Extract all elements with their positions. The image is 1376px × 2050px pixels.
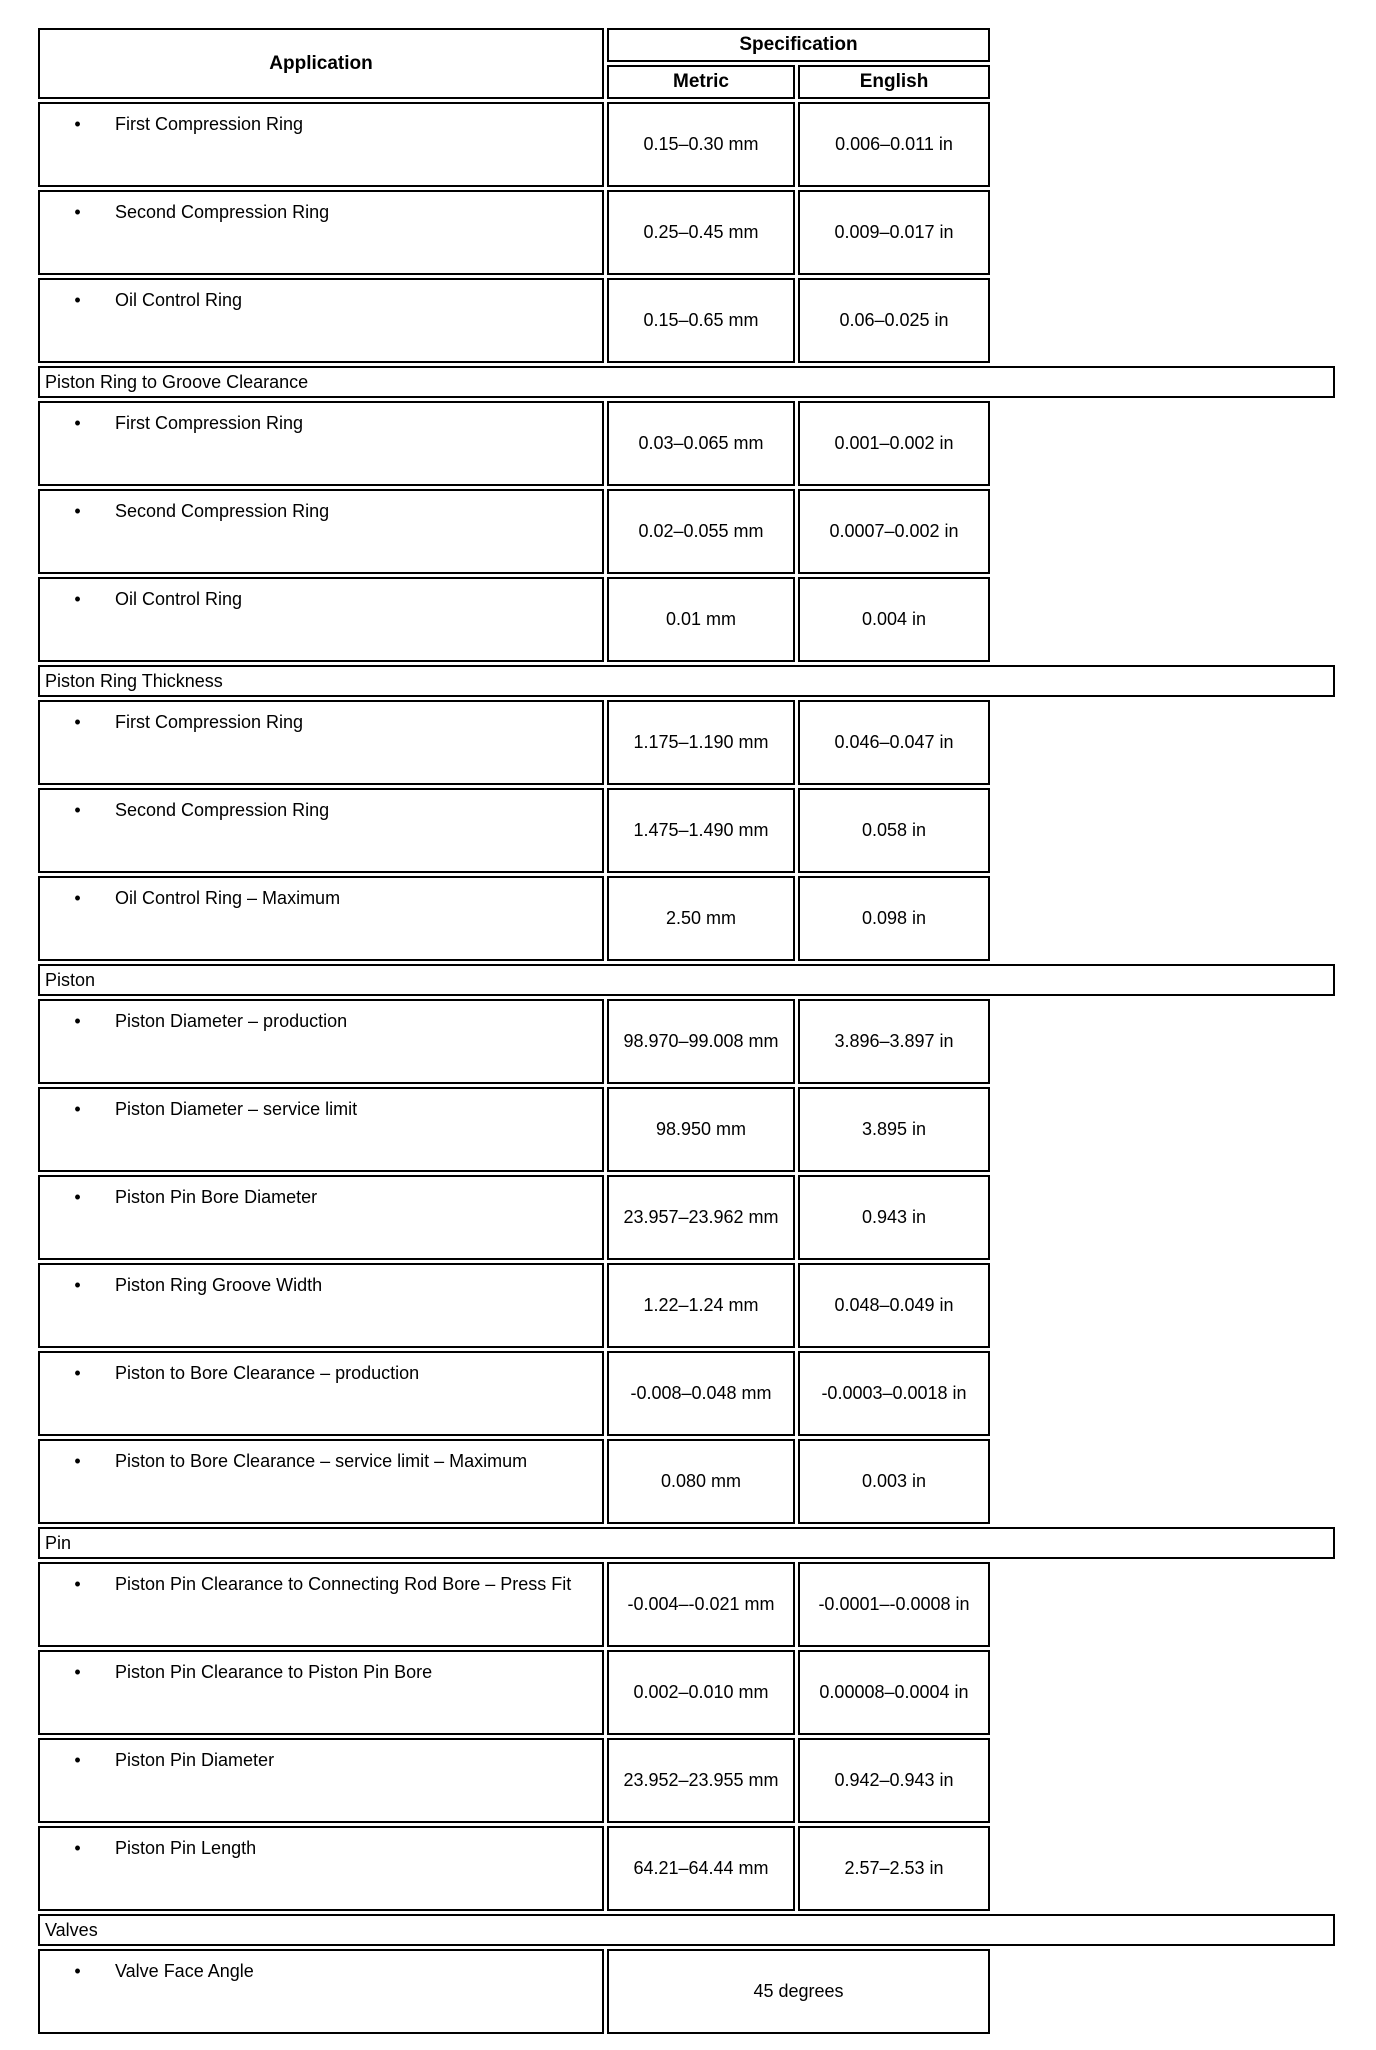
- english-value: 0.943 in: [798, 1175, 990, 1260]
- spec-row: [38, 1650, 1335, 1735]
- application-label-row: [40, 1274, 598, 1296]
- section-header-row: [38, 1914, 1335, 1946]
- english-value: 0.046–0.047 in: [798, 700, 990, 785]
- row-filler: [993, 401, 1335, 486]
- col-header-application: Application: [38, 28, 604, 99]
- spec-row: [38, 1949, 1335, 2034]
- application-label-row: [40, 289, 598, 311]
- row-filler: [993, 190, 1335, 275]
- application-cell: [38, 1949, 604, 2034]
- bullet-icon: •: [74, 290, 81, 310]
- application-label-row: [40, 1010, 598, 1032]
- metric-value: -0.004–-0.021 mm: [607, 1562, 795, 1647]
- spec-row: [38, 102, 1335, 187]
- row-filler: [993, 1826, 1335, 1911]
- english-value: -0.0001–-0.0008 in: [798, 1562, 990, 1647]
- row-filler: [993, 278, 1335, 363]
- application-label: Piston Diameter – service limit: [115, 1099, 358, 1119]
- spec-row: [38, 1738, 1335, 1823]
- specification-table: [35, 25, 1338, 2037]
- english-value: 0.048–0.049 in: [798, 1263, 990, 1348]
- application-label-row: [40, 1661, 598, 1683]
- metric-value: 1.22–1.24 mm: [607, 1263, 795, 1348]
- bullet-icon: •: [74, 1662, 81, 1682]
- application-cell: [38, 1650, 604, 1735]
- col-header-specification: Specification: [607, 28, 990, 62]
- application-cell: [38, 278, 604, 363]
- spec-row: [38, 700, 1335, 785]
- metric-value: 0.002–0.010 mm: [607, 1650, 795, 1735]
- metric-value: 1.475–1.490 mm: [607, 788, 795, 873]
- bullet-icon: •: [74, 114, 81, 134]
- spec-row: [38, 788, 1335, 873]
- section-header-row: [38, 1527, 1335, 1559]
- application-cell: [38, 102, 604, 187]
- application-label: Second Compression Ring: [115, 501, 330, 521]
- application-label: Piston Pin Diameter: [115, 1750, 275, 1770]
- metric-value: -0.008–0.048 mm: [607, 1351, 795, 1436]
- spec-row: [38, 999, 1335, 1084]
- metric-value: 64.21–64.44 mm: [607, 1826, 795, 1911]
- row-filler: [993, 102, 1335, 187]
- spec-row: [38, 1439, 1335, 1524]
- row-filler: [993, 1562, 1335, 1647]
- application-cell: [38, 1351, 604, 1436]
- application-label-row: [40, 1960, 598, 1982]
- metric-value: 0.02–0.055 mm: [607, 489, 795, 574]
- bullet-icon: •: [74, 413, 81, 433]
- application-label: Piston Diameter – production: [115, 1011, 348, 1031]
- application-label-row: [40, 1186, 598, 1208]
- spec-row: [38, 401, 1335, 486]
- application-label: Piston Pin Bore Diameter: [115, 1187, 318, 1207]
- application-label: Valve Face Angle: [115, 1961, 254, 1981]
- application-cell: [38, 1263, 604, 1348]
- english-value: 0.00008–0.0004 in: [798, 1650, 990, 1735]
- application-label-row: [40, 1837, 598, 1859]
- application-cell: [38, 1562, 604, 1647]
- bullet-icon: •: [74, 800, 81, 820]
- application-cell: [38, 1439, 604, 1524]
- metric-value: 23.952–23.955 mm: [607, 1738, 795, 1823]
- application-label-row: [40, 799, 598, 821]
- application-label: First Compression Ring: [115, 712, 304, 732]
- english-value: 0.006–0.011 in: [798, 102, 990, 187]
- row-filler: [993, 788, 1335, 873]
- row-filler: [993, 1351, 1335, 1436]
- bullet-icon: •: [74, 888, 81, 908]
- spec-row: [38, 1826, 1335, 1911]
- english-value: -0.0003–0.0018 in: [798, 1351, 990, 1436]
- english-value: 0.0007–0.002 in: [798, 489, 990, 574]
- application-label-row: [40, 1098, 598, 1120]
- header-filler: [993, 28, 1335, 99]
- english-value: 0.003 in: [798, 1439, 990, 1524]
- english-value: 0.098 in: [798, 876, 990, 961]
- row-filler: [993, 1738, 1335, 1823]
- english-value: 3.895 in: [798, 1087, 990, 1172]
- application-cell: [38, 999, 604, 1084]
- bullet-icon: •: [74, 1363, 81, 1383]
- application-label-row: [40, 588, 598, 610]
- application-label: Piston Pin Length: [115, 1838, 257, 1858]
- spec-row: [38, 577, 1335, 662]
- col-header-metric: Metric: [607, 65, 795, 99]
- metric-value: 0.080 mm: [607, 1439, 795, 1524]
- row-filler: [993, 999, 1335, 1084]
- spec-table-body: [38, 102, 1335, 2034]
- bullet-icon: •: [74, 1451, 81, 1471]
- english-value: 0.06–0.025 in: [798, 278, 990, 363]
- bullet-icon: •: [74, 1187, 81, 1207]
- bullet-icon: •: [74, 712, 81, 732]
- row-filler: [993, 1650, 1335, 1735]
- spec-row: [38, 190, 1335, 275]
- row-filler: [993, 1949, 1335, 2034]
- application-label-row: [40, 1749, 598, 1771]
- spec-row: [38, 1175, 1335, 1260]
- section-header-row: [38, 665, 1335, 697]
- metric-value: 23.957–23.962 mm: [607, 1175, 795, 1260]
- bullet-icon: •: [74, 1099, 81, 1119]
- application-cell: [38, 489, 604, 574]
- bullet-icon: •: [74, 1961, 81, 1981]
- english-value: 0.942–0.943 in: [798, 1738, 990, 1823]
- application-label-row: [40, 711, 598, 733]
- row-filler: [993, 577, 1335, 662]
- application-cell: [38, 876, 604, 961]
- application-label: Piston Ring Groove Width: [115, 1275, 323, 1295]
- metric-value: 0.15–0.65 mm: [607, 278, 795, 363]
- application-label: Oil Control Ring: [115, 589, 243, 609]
- application-cell: [38, 1738, 604, 1823]
- english-value: 0.058 in: [798, 788, 990, 873]
- application-label-row: [40, 412, 598, 434]
- application-cell: [38, 700, 604, 785]
- row-filler: [993, 700, 1335, 785]
- bullet-icon: •: [74, 1275, 81, 1295]
- bullet-icon: •: [74, 501, 81, 521]
- metric-value: 0.25–0.45 mm: [607, 190, 795, 275]
- metric-value: 0.15–0.30 mm: [607, 102, 795, 187]
- application-label: Oil Control Ring – Maximum: [115, 888, 341, 908]
- application-label-row: [40, 500, 598, 522]
- spec-row: [38, 278, 1335, 363]
- metric-value: 1.175–1.190 mm: [607, 700, 795, 785]
- english-value: 3.896–3.897 in: [798, 999, 990, 1084]
- application-cell: [38, 1087, 604, 1172]
- application-label: First Compression Ring: [115, 413, 304, 433]
- application-label-row: [40, 1450, 598, 1472]
- application-cell: [38, 1826, 604, 1911]
- bullet-icon: •: [74, 1750, 81, 1770]
- application-label: Oil Control Ring: [115, 290, 243, 310]
- bullet-icon: •: [74, 589, 81, 609]
- application-label: Piston to Bore Clearance – service limit – Maximum: [115, 1451, 528, 1471]
- metric-value: 98.970–99.008 mm: [607, 999, 795, 1084]
- application-label: Second Compression Ring: [115, 202, 330, 222]
- application-label-row: [40, 887, 598, 909]
- section-header: Pin: [38, 1527, 1335, 1559]
- row-filler: [993, 1263, 1335, 1348]
- row-filler: [993, 1087, 1335, 1172]
- application-label: First Compression Ring: [115, 114, 304, 134]
- application-cell: [38, 401, 604, 486]
- spec-value-combined: 45 degrees: [607, 1949, 990, 2034]
- row-filler: [993, 489, 1335, 574]
- english-value: 0.004 in: [798, 577, 990, 662]
- application-label-row: [40, 1362, 598, 1384]
- bullet-icon: •: [74, 1574, 81, 1594]
- metric-value: 0.03–0.065 mm: [607, 401, 795, 486]
- english-value: 0.009–0.017 in: [798, 190, 990, 275]
- english-value: 2.57–2.53 in: [798, 1826, 990, 1911]
- english-value: 0.001–0.002 in: [798, 401, 990, 486]
- application-label: Piston Pin Clearance to Piston Pin Bore: [115, 1662, 433, 1682]
- bullet-icon: •: [74, 1011, 81, 1031]
- application-cell: [38, 577, 604, 662]
- bullet-icon: •: [74, 1838, 81, 1858]
- spec-row: [38, 1087, 1335, 1172]
- metric-value: 98.950 mm: [607, 1087, 795, 1172]
- spec-row: [38, 1351, 1335, 1436]
- application-label: Second Compression Ring: [115, 800, 330, 820]
- metric-value: 0.01 mm: [607, 577, 795, 662]
- application-label-row: [40, 201, 598, 223]
- application-cell: [38, 788, 604, 873]
- spec-row: [38, 876, 1335, 961]
- metric-value: 2.50 mm: [607, 876, 795, 961]
- col-header-english: English: [798, 65, 990, 99]
- section-header: Piston Ring Thickness: [38, 665, 1335, 697]
- application-label: Piston Pin Clearance to Connecting Rod Bore – Press Fit: [115, 1574, 572, 1594]
- spec-row: [38, 489, 1335, 574]
- application-label-row: [40, 113, 598, 135]
- application-cell: [38, 190, 604, 275]
- row-filler: [993, 1175, 1335, 1260]
- spec-row: [38, 1562, 1335, 1647]
- bullet-icon: •: [74, 202, 81, 222]
- section-header: Piston: [38, 964, 1335, 996]
- section-header: Piston Ring to Groove Clearance: [38, 366, 1335, 398]
- header-row-1: [38, 28, 1335, 62]
- section-header-row: [38, 366, 1335, 398]
- application-label-row: [40, 1573, 598, 1595]
- row-filler: [993, 876, 1335, 961]
- application-label: Piston to Bore Clearance – production: [115, 1363, 420, 1383]
- application-cell: [38, 1175, 604, 1260]
- row-filler: [993, 1439, 1335, 1524]
- section-header: Valves: [38, 1914, 1335, 1946]
- spec-row: [38, 1263, 1335, 1348]
- section-header-row: [38, 964, 1335, 996]
